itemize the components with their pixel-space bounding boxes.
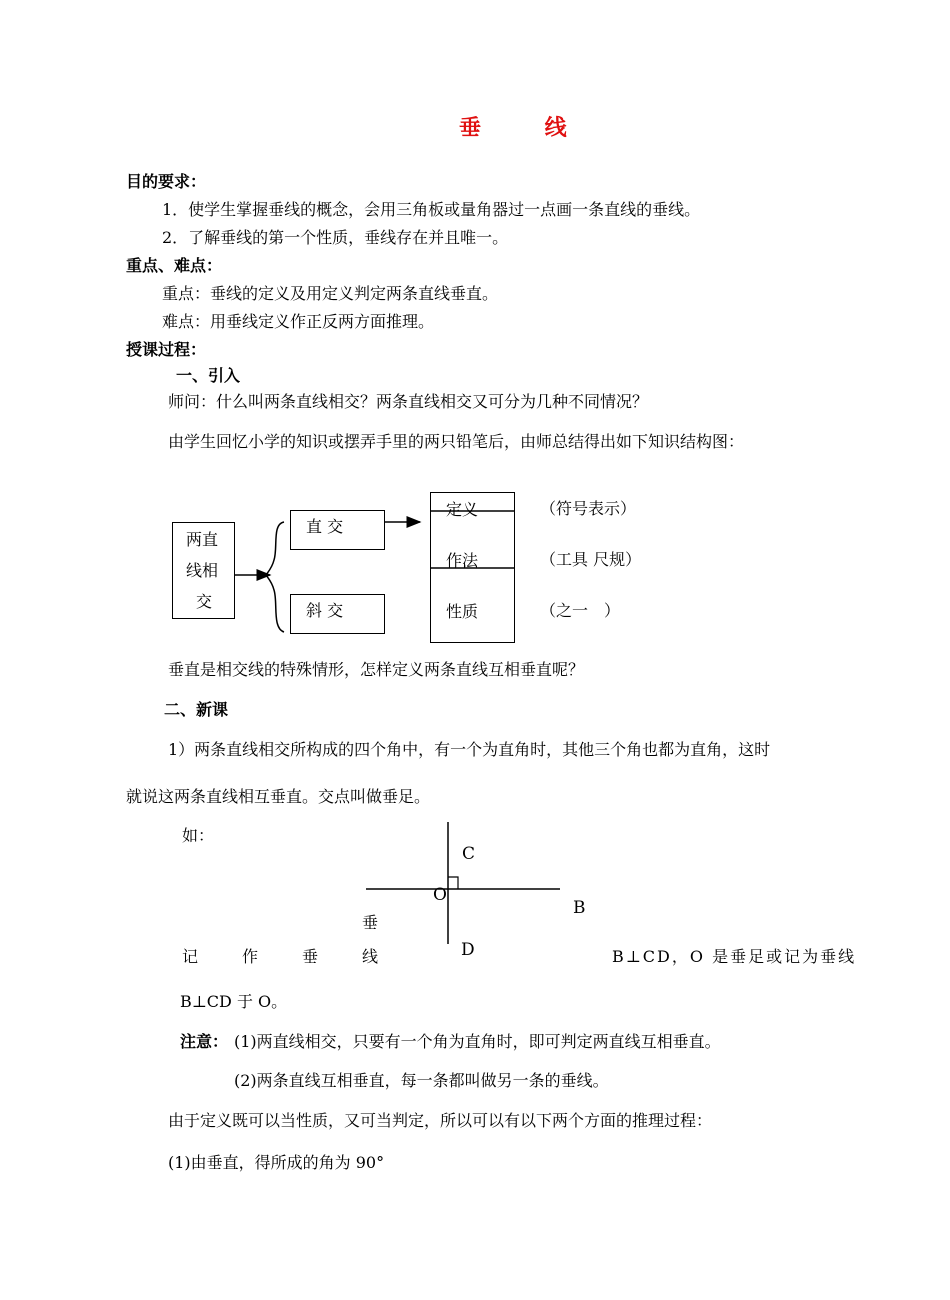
right-angle-mark: [448, 877, 458, 889]
definition-line-2: 就说这两条直线相互垂直。交点叫做垂足。: [126, 787, 431, 806]
teacher-question: 师问：什么叫两条直线相交？两条直线相交又可分为几种不同情况？: [168, 392, 649, 411]
branch-perpendicular: 直 交: [306, 517, 344, 536]
notation-line-2: B⊥CD 于 O。: [180, 992, 288, 1011]
aspect-property-note: （之一 ）: [540, 601, 621, 620]
aspect-method: 作法: [446, 551, 479, 570]
process-heading: 授课过程：: [126, 340, 207, 359]
example-label: 如：: [182, 826, 215, 845]
reasoning-1: (1)由垂直，得所成的角为 90°: [168, 1153, 385, 1172]
notation-char-4: 线: [361, 947, 378, 966]
root-line-3: 交: [196, 592, 213, 611]
definition-line-1: 1）两条直线相交所构成的四个角中，有一个为直角时，其他三个角也都为直角，这时: [168, 740, 771, 759]
reasoning-intro: 由于定义既可以当性质，又可当判定，所以可以有以下两个方面的推理过程：: [168, 1111, 713, 1130]
note-2: (2)两条直线互相垂直，每一条都叫做另一条的垂线。: [234, 1071, 609, 1090]
objective-2: 2．了解垂线的第一个性质，垂线存在并且唯一。: [162, 228, 509, 247]
label-o: O: [433, 885, 447, 905]
keypoint-text: 重点：垂线的定义及用定义判定两条直线垂直。: [162, 284, 499, 303]
student-recall: 由学生回忆小学的知识或摆弄手里的两只铅笔后，由师总结得出如下知识结构图：: [168, 432, 745, 451]
note-label: 注意：: [180, 1032, 229, 1051]
note-1: (1)两直线相交，只要有一个角为直角时，即可判定两直线互相垂直。: [234, 1032, 721, 1051]
notation-chars: [182, 947, 378, 966]
label-b: B: [573, 898, 586, 918]
aspect-method-note: （工具 尺规）: [540, 550, 642, 569]
transition-question: 垂直是相交线的特殊情形，怎样定义两条直线互相垂直呢？: [168, 660, 585, 679]
aspect-property: 性质: [446, 602, 479, 621]
part1-heading: 一、引入: [176, 366, 241, 385]
root-line-2: 线相: [186, 561, 219, 580]
objective-1: 1．使学生掌握垂线的概念，会用三角板或量角器过一点画一条直线的垂线。: [162, 200, 701, 219]
label-d: D: [461, 940, 475, 960]
aspect-definition-note: （符号表示）: [540, 499, 637, 518]
label-c: C: [462, 844, 476, 864]
keypoints-heading: 重点、难点：: [126, 256, 223, 275]
label-vertical-char: 垂: [362, 913, 379, 932]
notation-char-3: 垂: [301, 947, 318, 966]
notation-char-2: 作: [241, 947, 258, 966]
branch-oblique: 斜 交: [306, 601, 344, 620]
notation-right: B⊥CD，O 是垂足或记为垂线: [612, 947, 857, 966]
part2-heading: 二、新课: [164, 700, 229, 719]
difficulty-text: 难点：用垂线定义作正反两方面推理。: [162, 312, 435, 331]
page-title: 垂 线: [459, 116, 595, 141]
notation-char-1: 记: [182, 947, 199, 966]
root-line-1: 两直: [186, 530, 219, 549]
aspect-definition: 定义: [446, 500, 479, 519]
objectives-heading: 目的要求：: [126, 172, 207, 191]
